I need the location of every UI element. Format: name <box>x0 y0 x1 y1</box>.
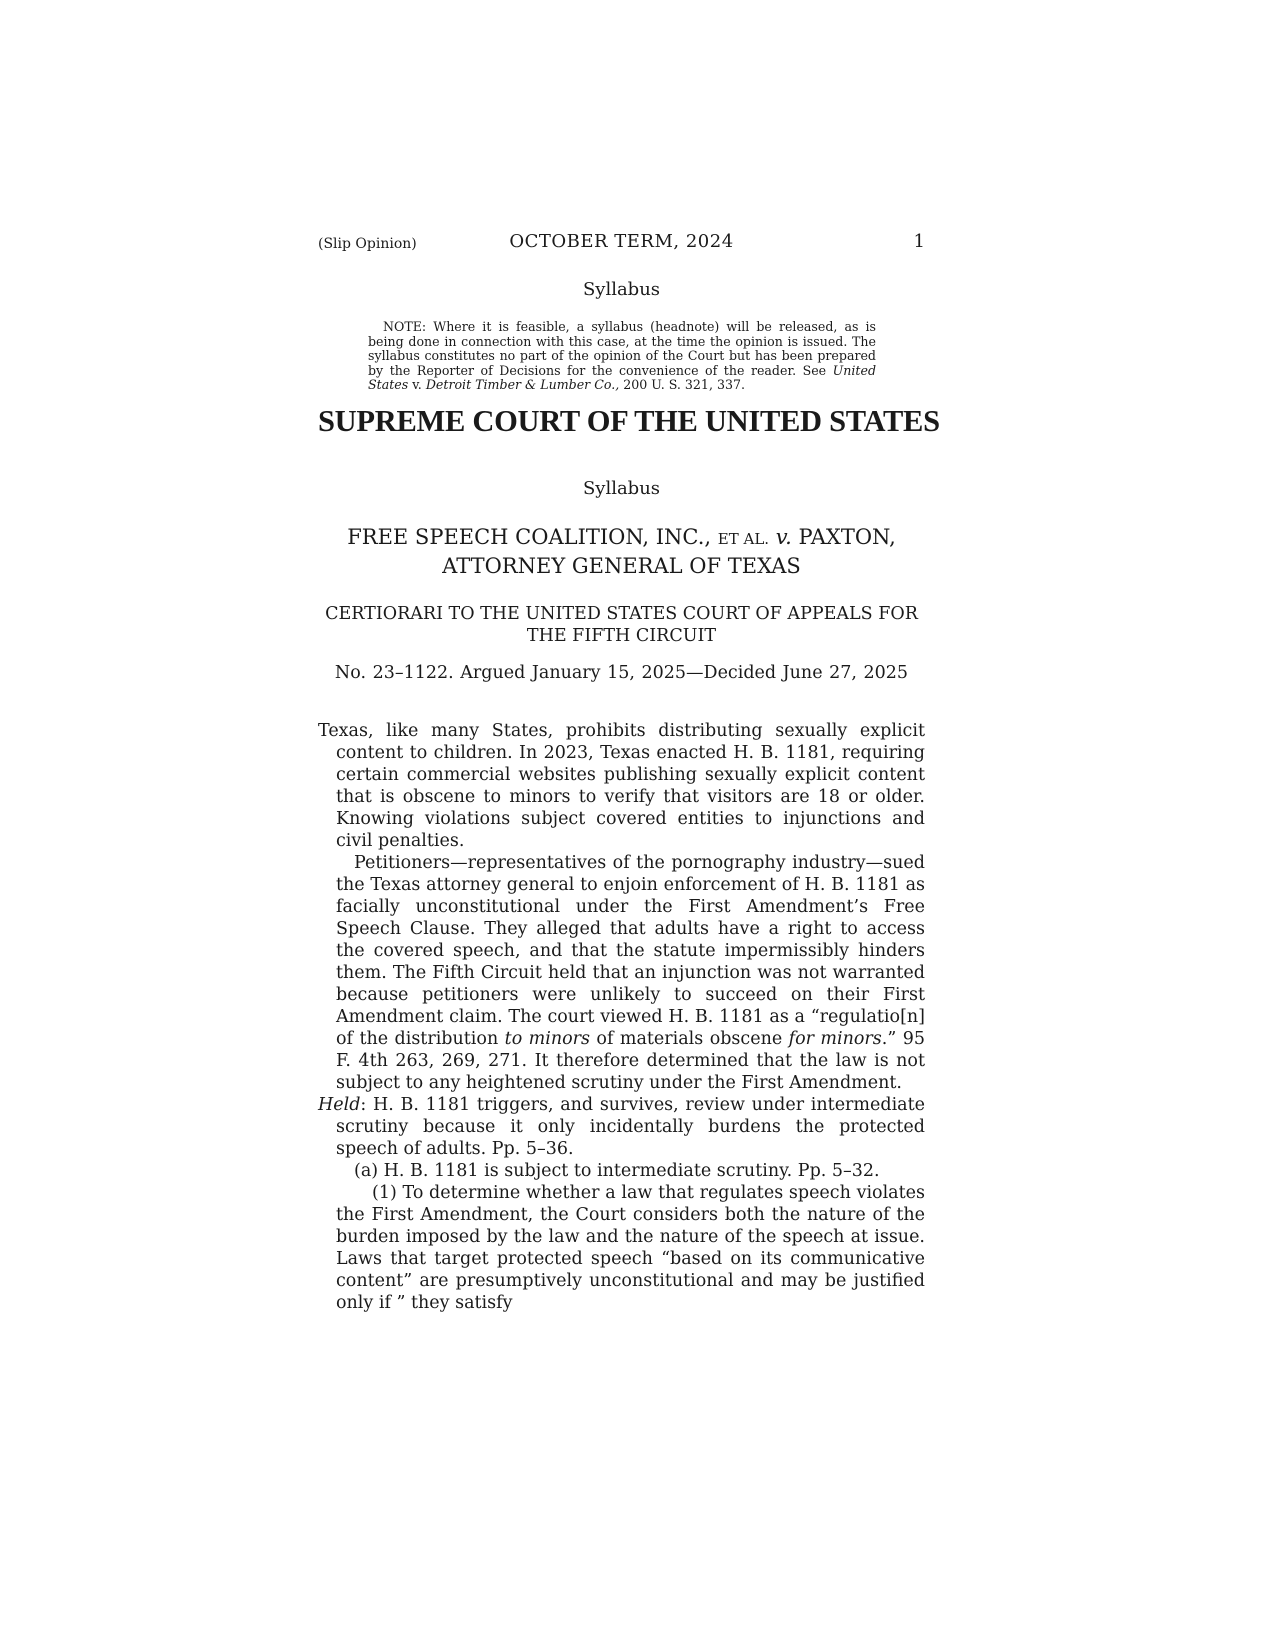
p2-italic-to-minors: to minors <box>504 1029 590 1049</box>
page-number: 1 <box>913 231 925 252</box>
certiorari-line-1: CERTIORARI TO THE UNITED STATES COURT OF APPEALS FOR <box>325 604 918 624</box>
p2-text-c: .” 95 F. 4th 263, 269, 271. It therefore determined that the law is not subject to any heightened scrutiny under the First Amendment. <box>336 1029 925 1093</box>
caption-versus: v. <box>775 525 792 549</box>
slip-opinion-label: (Slip Opinion) <box>318 236 417 252</box>
p2-text-a: Petitioners—representatives of the pornography industry—sued the Texas attorney general to enjoin enforcement of H. B. 1181 as facially unconstitutional under the First Amendment’s Free Speech Clause. They alleged that adults have a right to access the covered speech, and that the statute impermissibly hinders them. The Fifth Circuit held that an injunction was not warranted because petitioners were unlikely to succeed on their First Amendment claim. The court viewed H. B. 1181 as a “regulatio[n] of the distribution <box>336 853 925 1049</box>
holding-a-1: (1) To determine whether a law that regulates speech violates the First Amendment, the Court considers both the nature of the burden imposed by the law and the nature of the speech at issue. Laws that target protected speech “based on its communicative content” are presumptively unconstitutional and may be justified only if ” they satisfy <box>336 1183 925 1313</box>
held-text: : H. B. 1181 triggers, and survives, review under intermediate scrutiny because it only incidentally burdens the protected speech of adults. Pp. 5–36. <box>336 1095 925 1159</box>
syllabus-heading-top: Syllabus <box>582 279 661 300</box>
note-case-b: Detroit Timber & Lumber Co., <box>425 377 620 393</box>
docket-line: No. 23–1122. Argued January 15, 2025—Decided June 27, 2025 <box>334 663 909 683</box>
note-v: v. <box>408 377 426 393</box>
note-cite: 200 U. S. 321, 337. <box>619 377 745 393</box>
caption-line-1 <box>318 524 925 553</box>
holding-a: (a) H. B. 1181 is subject to intermediate scrutiny. Pp. 5–32. <box>354 1161 880 1181</box>
term-heading: OCTOBER TERM, 2024 <box>509 231 734 252</box>
caption-et-al: ET AL. <box>717 530 770 548</box>
syllabus-body <box>318 720 925 1314</box>
p2-text-b: of materials obscene <box>590 1029 789 1049</box>
p2-italic-for-minors: for minors <box>788 1029 882 1049</box>
syllabus-paragraph-1: Texas, like many States, prohibits distributing sexually explicit content to children. In 2023, Texas enacted H. B. 1181, requiring certain commercial websites publishing sexually explicit content that is obscene to minors to verify that visitors are 18 or older. Knowing violations subject covered entities to injunctions and civil penalties. <box>318 721 925 851</box>
syllabus-heading: Syllabus <box>582 478 661 499</box>
certiorari-heading <box>318 603 925 647</box>
syllabus-paragraph-2 <box>318 852 925 1094</box>
certiorari-line-2: THE FIFTH CIRCUIT <box>526 626 717 646</box>
caption-party-2: PAXTON, <box>791 525 896 549</box>
reporter-note <box>368 320 876 393</box>
note-text: NOTE: Where it is feasible, a syllabus (headnote) will be released, as is being done in connection with this case, at the time the opinion is issued. The syllabus constitutes no part of the opinion of the Court but has been prepared by the Reporter of Decisions for the convenience of the reader. See <box>368 319 876 378</box>
court-name: SUPREME COURT OF THE UNITED STATES <box>318 404 940 438</box>
held-label: Held <box>318 1095 361 1115</box>
held-paragraph <box>318 1094 925 1160</box>
case-caption <box>318 524 925 580</box>
note-case-a: United States <box>368 362 876 393</box>
caption-line-2: ATTORNEY GENERAL OF TEXAS <box>442 554 801 578</box>
caption-party-1: FREE SPEECH COALITION, INC., <box>347 525 718 549</box>
